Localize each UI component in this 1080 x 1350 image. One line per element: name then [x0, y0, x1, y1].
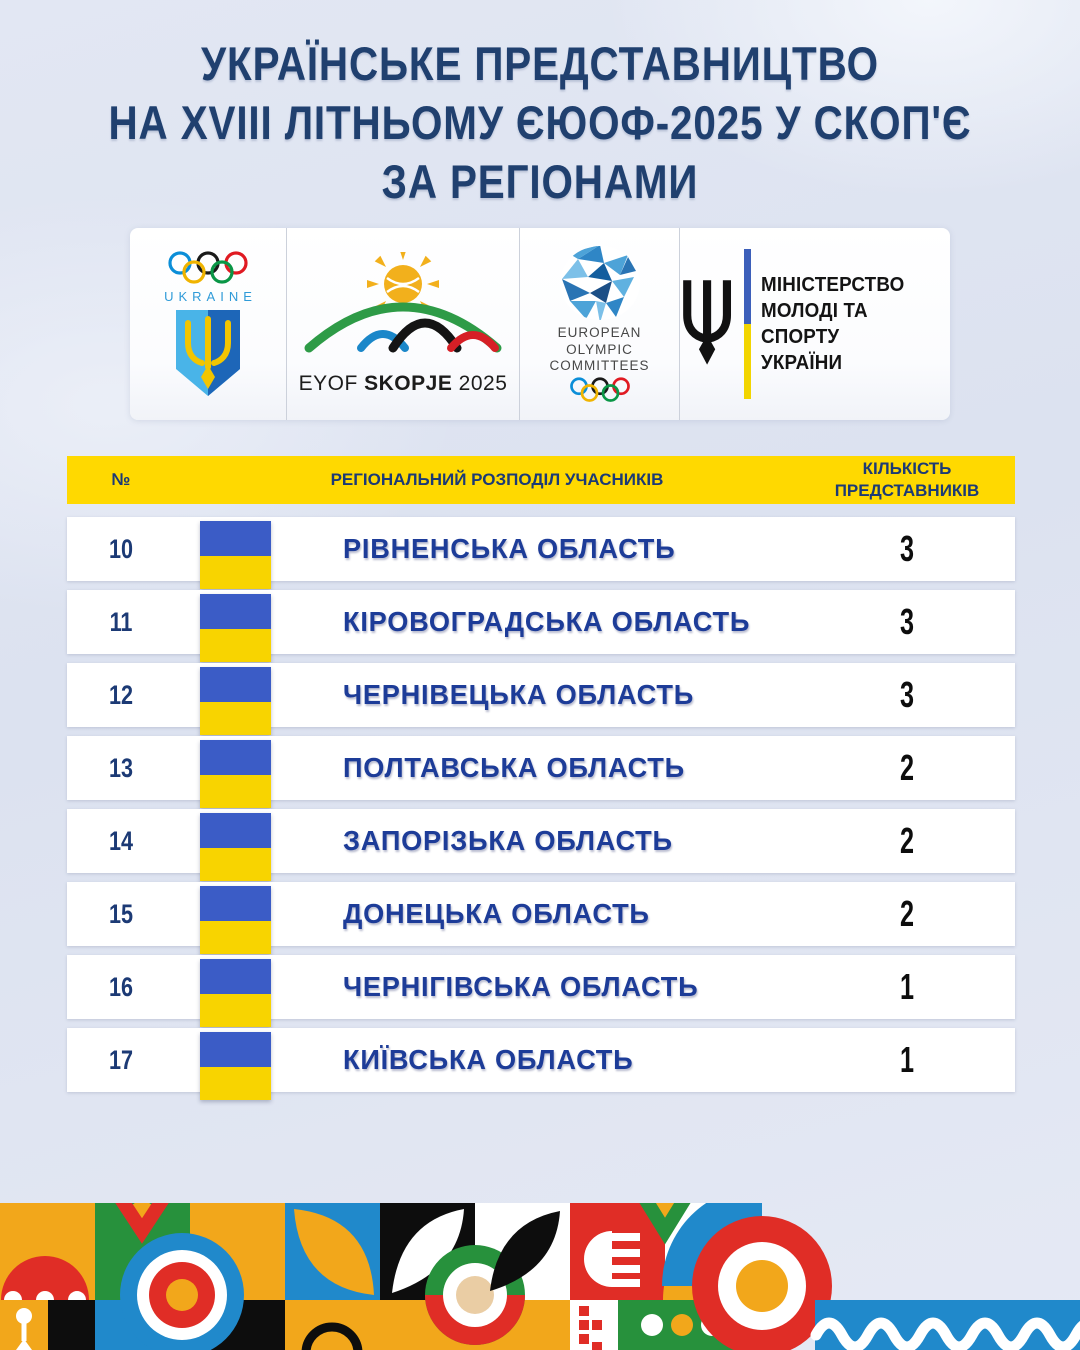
representatives-count: 1	[899, 966, 915, 1007]
eyof-sun-arcs-icon	[295, 252, 511, 370]
ministry-line-3: УКРАЇНИ	[760, 352, 842, 374]
olympic-rings-small-icon	[567, 377, 633, 403]
ministry-wordmark	[761, 272, 939, 376]
row-number: 11	[109, 606, 133, 637]
noc-country-label: UKRAINE	[164, 289, 257, 304]
ukraine-flag-icon	[200, 959, 271, 1027]
row-number: 12	[108, 679, 134, 710]
row-number: 16	[108, 971, 134, 1002]
table-row	[67, 736, 1015, 800]
ukraine-flag-icon	[200, 594, 271, 662]
table-header	[67, 456, 1015, 504]
row-number: 15	[108, 898, 134, 929]
trident-shield-icon	[175, 309, 241, 397]
region-name: ДОНЕЦЬКА ОБЛАСТЬ	[343, 898, 650, 929]
representatives-count: 2	[899, 893, 915, 934]
row-number: 10	[108, 533, 134, 564]
eyof-city: SKOPJE	[364, 372, 453, 395]
table-row	[67, 517, 1015, 581]
representatives-count: 2	[899, 747, 915, 788]
eyof-year: 2025	[458, 372, 508, 395]
ukraine-flag-icon	[200, 740, 271, 808]
representatives-count: 3	[899, 601, 915, 642]
eoc-line-2: OLYMPIC	[566, 341, 633, 357]
region-name: РІВНЕНСЬКА ОБЛАСТЬ	[343, 533, 676, 564]
ukraine-flag-icon	[200, 813, 271, 881]
title-line-1: УКРАЇНСЬКЕ ПРЕДСТАВНИЦТВО	[201, 37, 879, 90]
skopje-pattern-icon	[0, 1203, 1080, 1350]
table-row	[67, 663, 1015, 727]
representatives-count: 3	[899, 674, 915, 715]
representatives-count: 1	[899, 1039, 915, 1080]
eyof-name: EYOF	[298, 372, 358, 395]
ukraine-flag-icon	[200, 1032, 271, 1100]
ukraine-flag-icon	[200, 667, 271, 735]
ministry-trident-icon	[680, 277, 734, 371]
table-row	[67, 955, 1015, 1019]
region-name: ЧЕРНІВЕЦЬКА ОБЛАСТЬ	[343, 679, 695, 710]
page-title	[0, 34, 1080, 211]
ministry-line-1: МІНІСТЕРСТВО	[760, 274, 905, 296]
title-line-2: НА XVIII ЛІТНЬОМУ ЄЮОФ-2025 У СКОП'Є	[108, 96, 972, 149]
representatives-count: 3	[899, 528, 915, 569]
ukraine-flag-icon	[200, 886, 271, 954]
noc-ukraine-logo	[130, 228, 287, 420]
eyof-skopje-logo	[287, 228, 520, 420]
region-name: ПОЛТАВСЬКА ОБЛАСТЬ	[343, 752, 685, 783]
flag-bar-icon	[744, 249, 751, 399]
eoc-line-3: COMMITTEES	[549, 358, 650, 374]
decorative-pattern-band	[0, 1203, 1080, 1350]
region-name: ЗАПОРІЗЬКА ОБЛАСТЬ	[343, 825, 673, 856]
row-number: 14	[108, 825, 134, 856]
header-number: №	[111, 469, 131, 489]
table-body	[67, 517, 1015, 1101]
eoc-logo	[520, 228, 680, 420]
representatives-count: 2	[899, 820, 915, 861]
ukraine-flag-icon	[200, 521, 271, 589]
ministry-logo	[680, 228, 950, 420]
eoc-wordmark	[550, 325, 650, 376]
region-name: КИЇВСЬКА ОБЛАСТЬ	[343, 1044, 634, 1075]
table-row	[67, 590, 1015, 654]
eoc-line-1: EUROPEAN	[557, 324, 642, 340]
header-count: КІЛЬКІСТЬ ПРЕДСТАВНИКІВ	[834, 458, 980, 500]
olympic-rings-icon	[164, 251, 252, 285]
title-line-3: ЗА РЕГІОНАМИ	[381, 155, 699, 208]
table-row	[67, 809, 1015, 873]
logo-panel	[130, 228, 950, 420]
row-number: 13	[108, 752, 134, 783]
row-number: 17	[108, 1044, 134, 1075]
eoc-mosaic-globe-icon	[558, 245, 642, 321]
region-name: КІРОВОГРАДСЬКА ОБЛАСТЬ	[343, 606, 751, 637]
table-row	[67, 1028, 1015, 1092]
eyof-wordmark	[299, 372, 508, 396]
header-region: РЕГІОНАЛЬНИЙ РОЗПОДІЛ УЧАСНИКІВ	[330, 469, 664, 489]
ministry-line-2: МОЛОДІ ТА СПОРТУ	[760, 300, 868, 348]
table-row	[67, 882, 1015, 946]
region-name: ЧЕРНІГІВСЬКА ОБЛАСТЬ	[343, 971, 699, 1002]
